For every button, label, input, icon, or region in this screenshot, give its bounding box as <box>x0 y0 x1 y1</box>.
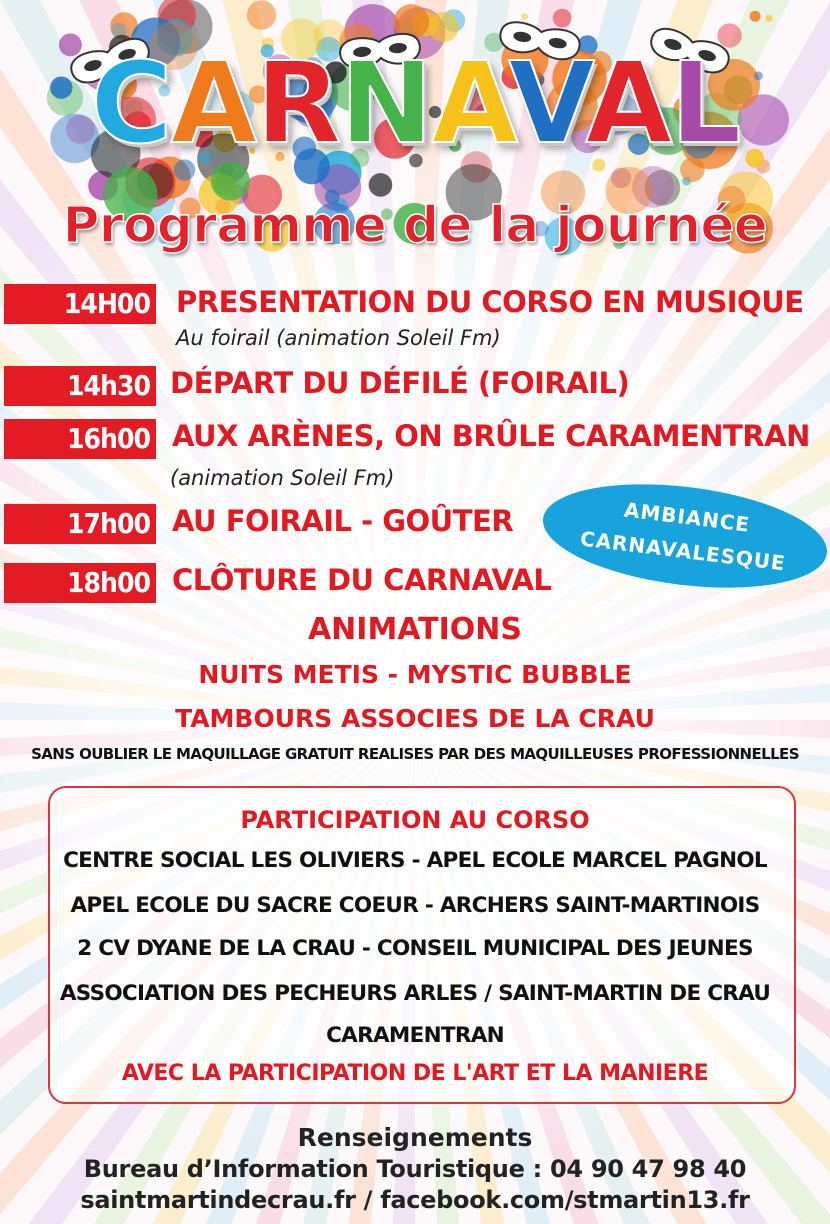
participation-footer: AVEC LA PARTICIPATION DE L'ART ET LA MANIERE <box>121 1061 709 1086</box>
schedule-event: CLÔTURE DU CARNAVAL <box>172 563 552 597</box>
paint-splat <box>521 13 528 20</box>
paint-splat <box>750 11 761 22</box>
title-letter: A <box>431 39 509 169</box>
time-badge: 17h00 <box>4 504 156 544</box>
bubble-line: CARNAVALESQUE <box>578 526 787 576</box>
website-links: saintmartindecrau.fr / facebook.com/stmartin13.fr <box>80 1186 750 1214</box>
title-letter: A <box>585 39 671 169</box>
animations-heading: ANIMATIONS <box>307 612 523 647</box>
participant-line: ASSOCIATION DES PECHEURS ARLES / SAINT-MARTIN DE CRAU <box>59 981 771 1006</box>
schedule-event: PRESENTATION DU CORSO EN MUSIQUE <box>176 285 804 319</box>
schedule-event: DÉPART DU DÉFILÉ (FOIRAIL) <box>170 366 630 400</box>
animations-line: TAMBOURS ASSOCIES DE LA CRAU <box>175 704 655 733</box>
title-letter: A <box>170 39 256 169</box>
tourist-office-phone: Bureau d’Information Touristique : 04 90 47 98 40 <box>83 1155 747 1183</box>
participant-line: CENTRE SOCIAL LES OLIVIERS - APEL ECOLE MARCEL PAGNOL <box>63 848 767 873</box>
title-letter: R <box>255 39 340 169</box>
bubble-line: AMBIANCE <box>622 497 752 537</box>
paint-splat <box>765 15 772 22</box>
schedule-event: AU FOIRAIL - GOÛTER <box>172 504 514 538</box>
participation-heading: PARTICIPATION AU CORSO <box>240 806 590 834</box>
page-subtitle: Programme de la journée <box>62 196 768 254</box>
animations-line: NUITS METIS - MYSTIC BUBBLE <box>198 660 632 689</box>
carnaval-title <box>0 39 830 169</box>
participant-line: CARAMENTRAN <box>326 1023 504 1048</box>
time-badge: 18h00 <box>4 563 156 603</box>
makeup-note: SANS OUBLIER LE MAQUILLAGE GRATUIT REALISES PAR DES MAQUILLEUSES PROFESSIONNELLES <box>31 745 799 763</box>
participant-line: 2 CV DYANE DE LA CRAU - CONSEIL MUNICIPAL DES JEUNES <box>77 936 753 961</box>
time-badge: 14h30 <box>4 366 156 406</box>
paint-splat <box>247 0 276 29</box>
title-letter: N <box>339 39 432 169</box>
title-letter: V <box>508 39 586 169</box>
title-letter: C <box>90 39 171 169</box>
participant-line: APEL ECOLE DU SACRE COEUR - ARCHERS SAINT-MARTINOIS <box>70 893 760 918</box>
schedule-note: (animation Soleil Fm) <box>170 466 395 490</box>
paint-splat <box>369 173 393 197</box>
schedule-event: AUX ARÈNES, ON BRÛLE CARAMENTRAN <box>172 419 810 453</box>
title-letter: L <box>670 39 740 169</box>
time-badge: 16h00 <box>4 419 156 459</box>
paint-splat <box>553 9 572 28</box>
info-heading: Renseignements <box>297 1123 533 1152</box>
schedule-note: Au foirail (animation Soleil Fm) <box>176 326 501 350</box>
paint-splat <box>429 12 459 42</box>
time-badge: 14H00 <box>4 284 156 324</box>
